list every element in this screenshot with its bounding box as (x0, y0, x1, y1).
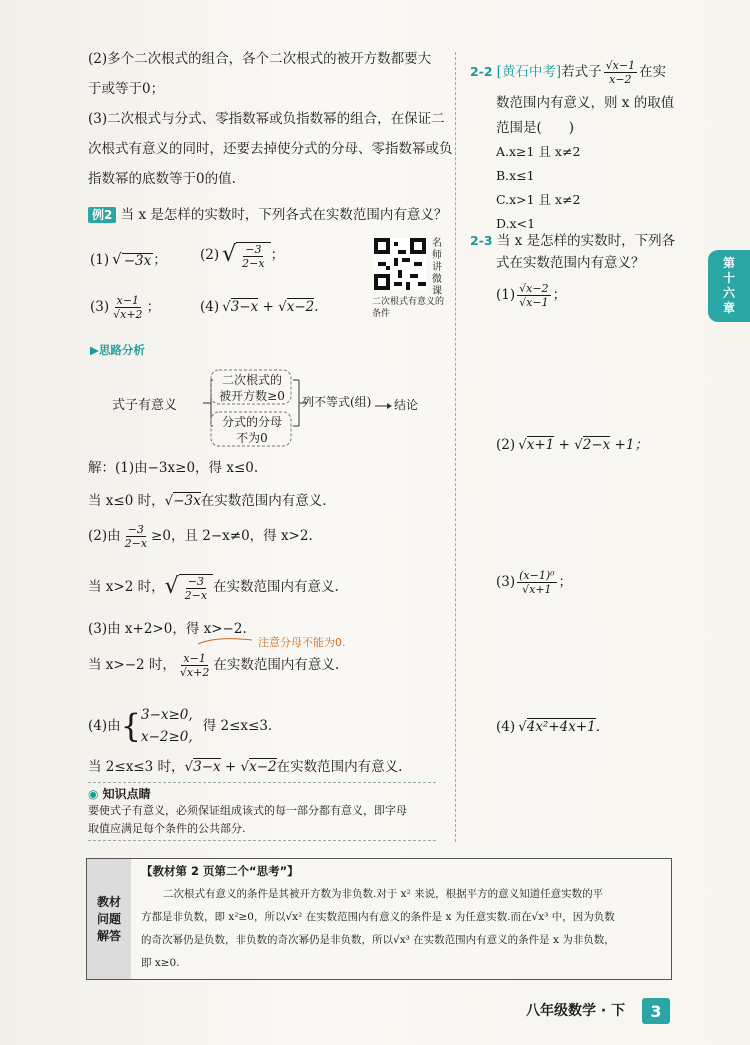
knowledge-bottom-rule (88, 840, 436, 841)
triangle-icon: ▶ (90, 343, 99, 357)
page-number: 3 (642, 998, 670, 1024)
flow-diagram-lines (175, 366, 425, 450)
solution-1: 解：(1)由−3x≥0，得 x≤0. (88, 460, 259, 476)
example-2-q4: (4) √3−x + √x−2. (200, 299, 319, 315)
knowledge-heading: ◉ 知识点睛 (88, 787, 151, 801)
q23-line2: 式在实数范围内有意义？ (496, 255, 645, 271)
q23-line1: 2-3 当 x 是怎样的实数时，下列各 (470, 233, 676, 249)
flow-left-text: 式子有意义 (112, 398, 178, 413)
option-b[interactable]: B.x≤1 (496, 168, 535, 183)
flow-top-box: 二次根式的 被开方数≥0 (219, 373, 285, 403)
q22-options (496, 140, 581, 236)
qr-side-caption: 名师讲微课 (432, 238, 442, 297)
column-divider (455, 52, 456, 842)
q23-item-1: (1) $\frac{√x-2}{√x-1}$ ； (496, 281, 567, 309)
point-2-line2: 于或等于0； (88, 81, 165, 97)
textbook-answer-heading: 【教材第 2 页第二个“思考”】 (141, 864, 299, 878)
note-arrow-line (196, 634, 256, 646)
note-text: 注意分母不能为0. (258, 636, 346, 649)
solution-2: (2)由 $\frac{-3}{2-x}$ ≥0，且 2−x≠0，得 x>2. (88, 522, 313, 550)
q22-line1: 2-2 [黄石中考] 若式子 $\frac{√x-1}{x-2}$ 在实 (470, 58, 667, 86)
q23-item-3: (3) $\frac{\text{(x−1)⁰}}{√x+1}$ ； (496, 568, 573, 596)
solution-1b: 当 x≤0 时， √−3x 在实数范围内有意义. (88, 493, 327, 509)
textbook-answer-box (86, 858, 672, 980)
textbook-answer-side-label: 教材 问题 解答 (87, 859, 131, 979)
solution-4b: 当 2≤x≤3 时， √3−x + √x−2 在实数范围内有意义. (88, 759, 403, 775)
grade-label: 八年级数学 · 下 (526, 1003, 626, 1019)
flow-right-text: 结论 (394, 398, 419, 412)
textbook-answer-body: 二次根式有意义的条件是其被开方数为非负数.对于 x² 来说，根据平方的意义知道任意实数的平 方都是非负数，即 x²≥0，所以√x² 在实数范围内有意义的条件是 x 为任意实数.而在√x³ 中，因为负数 的奇次幂仍是负数，非负数的奇次幂仍是非负数，所以√x³ 在实数范围内有意义的条件是 x 为非负数， 即 x≥0. (141, 888, 615, 969)
q23-item-2: (2) √x+1 + √2−x +1； (496, 437, 648, 453)
point-2-line1: (2)多个二次根式的组合，各个二次根式的被开方数都要大 (88, 51, 432, 67)
example-2-q1: (1) √ −3x ； (90, 250, 167, 269)
chapter-tab[interactable]: 第 十 六 章 (708, 250, 750, 322)
eye-icon: ◉ (88, 787, 99, 801)
option-a[interactable]: A.x≥1 且 x≠2 (496, 144, 581, 159)
q22-line2: 数范围内有意义，则 x 的取值 (496, 95, 675, 111)
thinking-analysis-heading: ▶思路分析 (90, 343, 145, 357)
knowledge-top-rule (88, 782, 436, 783)
flow-bottom-box: 分式的分母 不为0 (221, 415, 282, 445)
point-3-line3: 指数幂的底数等于0的值. (88, 171, 236, 187)
solution-3b: 当 x>−2 时， $\frac{x-1}{√x+2}$ 在实数范围内有意义. (88, 651, 340, 679)
q22-line3: 范围是( ) (496, 120, 575, 136)
q23-item-4: (4) √4x²+4x+1. (496, 719, 601, 735)
example-2-label: 例2 (88, 207, 116, 223)
option-d[interactable]: D.x<1 (496, 216, 536, 231)
option-c[interactable]: C.x>1 且 x≠2 (496, 192, 581, 207)
point-3-line2: 次根式有意义的同时，还要去掉使分式的分母、零指数幂或负 (88, 141, 453, 157)
qr-code-icon[interactable] (374, 238, 426, 290)
qr-bottom-caption: 二次根式有意义的条件 (372, 297, 445, 319)
point-3-line1: (3)二次根式与分式、零指数幂或负指数幂的组合，在保证二 (88, 111, 445, 127)
solution-4: (4)由 { 3−x≥0, x−2≥0, 得 2≤x≤3. (88, 707, 273, 745)
example-2-text: 当 x 是怎样的实数时，下列各式在实数范围内有意义？ (120, 207, 448, 223)
example-2-heading (88, 200, 447, 230)
solution-3: (3)由 x+2>0，得 x>−2. (88, 621, 247, 637)
flow-mid-text: 列不等式(组) (302, 395, 372, 409)
solution-2b: 当 x>2 时， √ $\frac{-3}{2-x}$ 在实数范围内有意义. (88, 574, 339, 602)
example-2-q2: (2) √ $\frac{-3}{2-x}$ ； (200, 242, 285, 270)
example-2-q3: (3) $\frac{x-1}{√x+2}$ ； (90, 293, 161, 321)
knowledge-text: 要使式子有意义，必须保证组成该式的每一部分都有意义，即字母 取值应满足每个条件的公共部分. (88, 804, 407, 835)
